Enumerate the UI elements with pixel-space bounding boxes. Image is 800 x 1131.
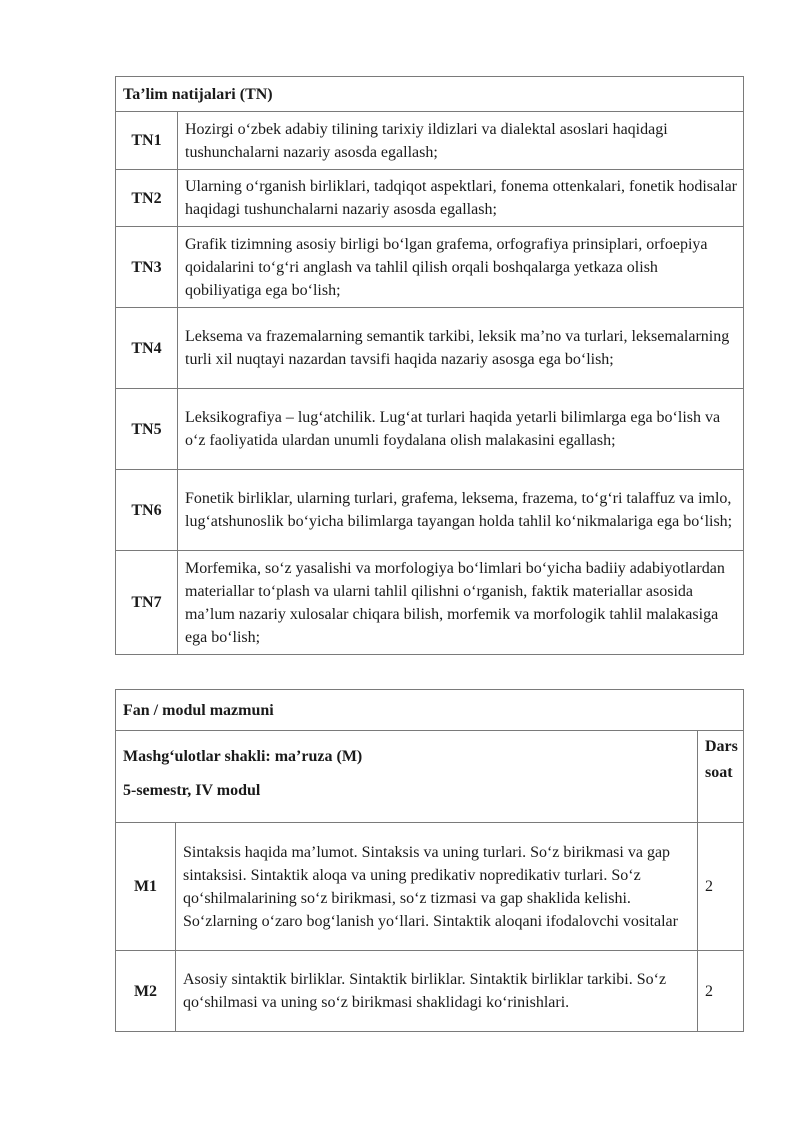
outcome-text: Ularning o‘rganish birliklari, tadqiqot aspektlari, fonema ottenkalari, fonetik hodisalar haqidagi tushunchalarni nazariy asosda egallash; xyxy=(178,170,744,227)
module-text: Sintaksis haqida ma’lumot. Sintaksis va uning turlari. So‘z birikmasi va gap sintaksisi. Sintaktik aloqa va uning predikativ nopredikativ turlari. So‘z qo‘shilmalarining so‘z birikmasi, so‘z tizmasi va gap shaklida kelishi. So‘zlarning o‘zaro bog‘lanish yo‘llari. Sintaktik aloqani ifodalovchi vositalar xyxy=(176,823,698,951)
learning-outcomes-table xyxy=(115,76,744,655)
table-row xyxy=(116,112,744,170)
module-text: Asosiy sintaktik birliklar. Sintaktik birliklar. Sintaktik birliklar tarkibi. So‘z qo‘shilmasi va uning so‘z birikmasi shaklidagi ko‘rinishlari. xyxy=(176,951,698,1032)
table-row xyxy=(116,951,744,1032)
table-row xyxy=(116,308,744,389)
module-code: M2 xyxy=(116,951,176,1032)
lesson-form-cell xyxy=(116,731,698,823)
semester: 5-semestr, IV modul xyxy=(123,782,261,799)
outcome-code: TN6 xyxy=(116,470,178,551)
outcome-text: Grafik tizimning asosiy birligi bo‘lgan grafema, orfografiya prinsiplari, orfoepiya qoidalarini to‘g‘ri anglash va tahlil qilish orqali boshqalarga yetkaza olish qobiliyatiga ega bo‘lish; xyxy=(178,227,744,308)
module-content-table xyxy=(115,689,744,1032)
content-header: Fan / modul mazmuni xyxy=(116,690,744,731)
table-row xyxy=(116,389,744,470)
table-row xyxy=(116,551,744,655)
outcomes-header: Ta’lim natijalari (TN) xyxy=(116,77,744,112)
outcome-code: TN4 xyxy=(116,308,178,389)
outcome-text: Hozirgi o‘zbek adabiy tilining tarixiy ildizlari va dialektal asoslari haqidagi tushunchalarni nazariy asosda egallash; xyxy=(178,112,744,170)
outcome-text: Morfemika, so‘z yasalishi va morfologiya bo‘limlari bo‘yicha badiiy adabiyotlardan materiallar to‘plash va ularni tahlil qilishni o‘rganish, faktik materiallar asosida ma’lum nazariy xulosalar chiqara bilish, morfemik va morfologik tahlil malakasiga ega bo‘lish; xyxy=(178,551,744,655)
outcome-code: TN1 xyxy=(116,112,178,170)
outcome-code: TN3 xyxy=(116,227,178,308)
table-row xyxy=(116,170,744,227)
table-row xyxy=(116,470,744,551)
table-row xyxy=(116,823,744,951)
module-code: M1 xyxy=(116,823,176,951)
outcome-code: TN5 xyxy=(116,389,178,470)
table-row xyxy=(116,227,744,308)
outcome-text: Fonetik birliklar, ularning turlari, grafema, leksema, frazema, to‘g‘ri talaffuz va imlo, lug‘atshunoslik bo‘yicha bilimlarga tayangan holda tahlil ko‘nikmalariga ega bo‘lish; xyxy=(178,470,744,551)
outcome-text: Leksikografiya – lug‘atchilik. Lug‘at turlari haqida yetarli bilimlarga ega bo‘lish va o‘z faoliyatida ulardan unumli foydalana olish malakasini egallash; xyxy=(178,389,744,470)
module-hours: 2 xyxy=(697,823,743,951)
outcome-code: TN2 xyxy=(116,170,178,227)
outcome-text: Leksema va frazemalarning semantik tarkibi, leksik ma’no va turlari, leksemalarning turli xil nuqtayi nazardan tavsifi haqida nazariy asosga ega bo‘lish; xyxy=(178,308,744,389)
hours-header: Dars soat xyxy=(697,731,743,823)
module-hours: 2 xyxy=(697,951,743,1032)
lesson-form: Mashg‘ulotlar shakli: ma’ruza (M) xyxy=(123,748,363,765)
outcome-code: TN7 xyxy=(116,551,178,655)
